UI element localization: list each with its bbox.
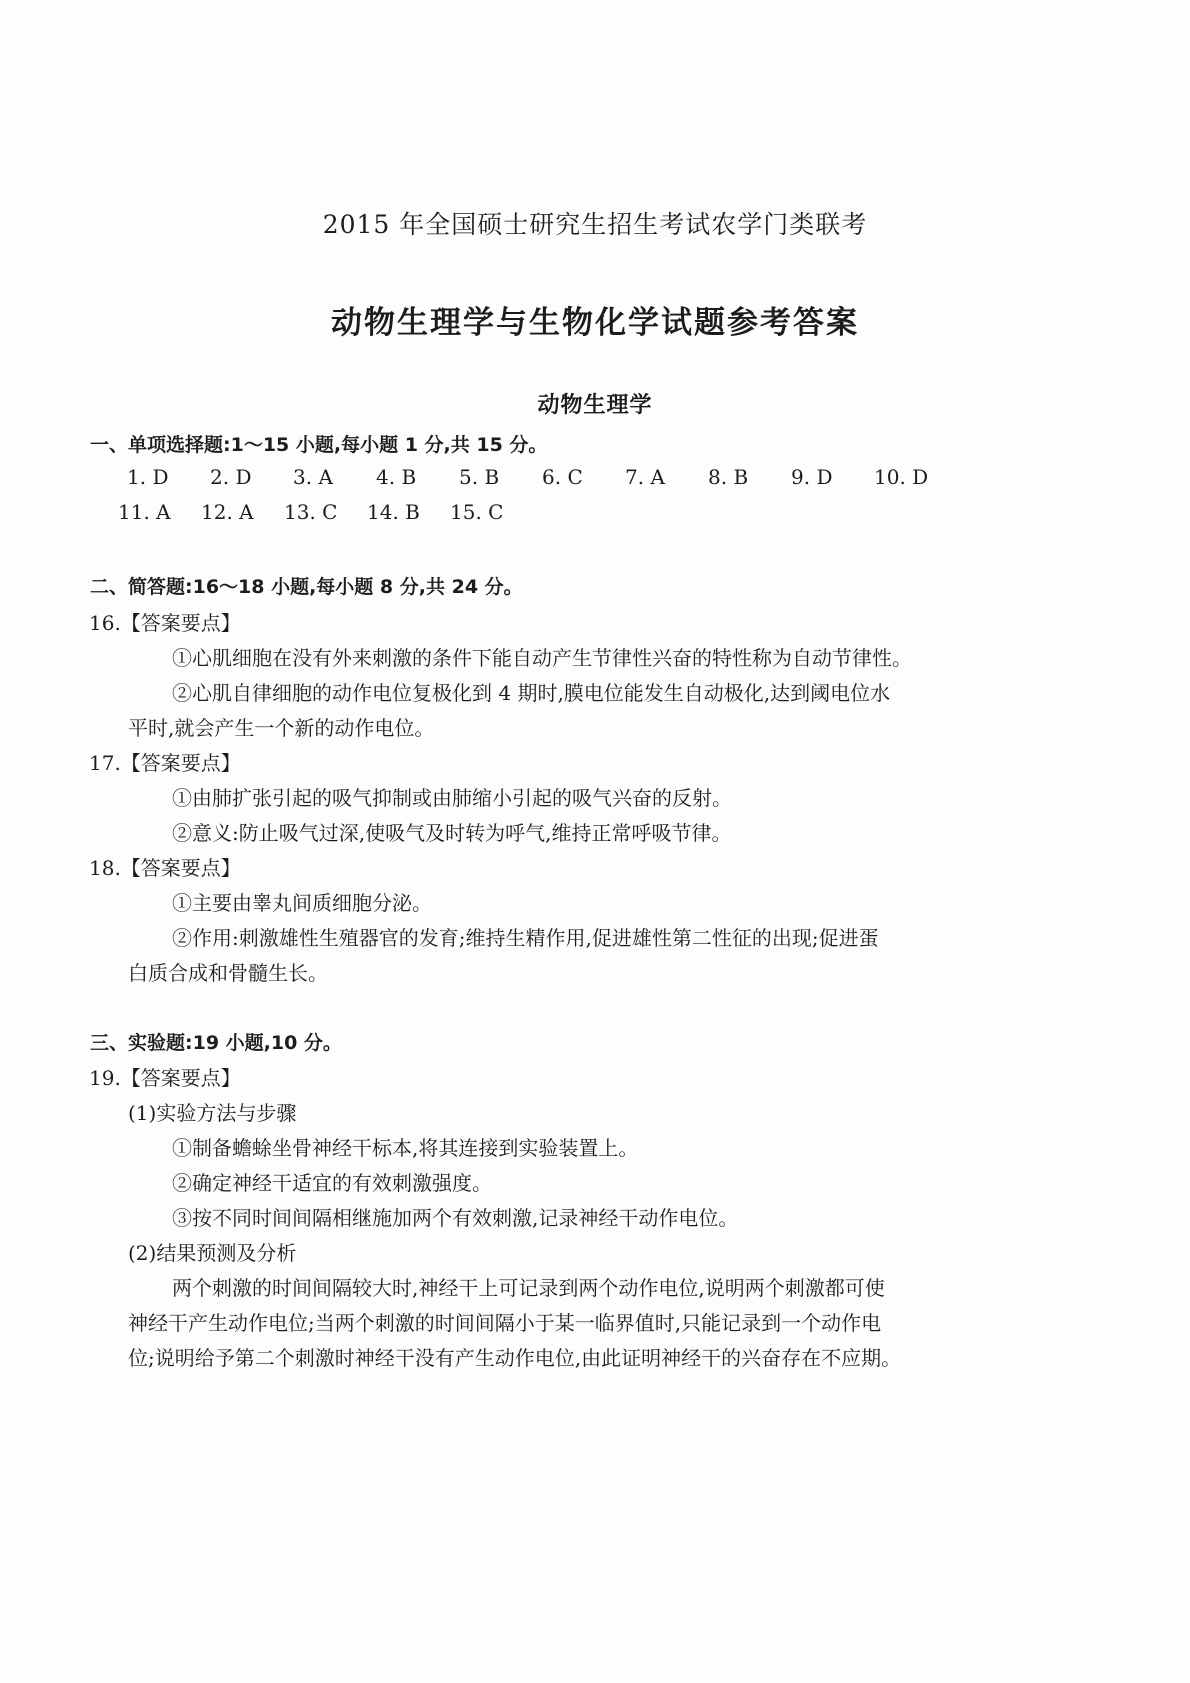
q17-point-2: ②意义:防止吸气过深,使吸气及时转为呼气,维持正常呼吸节律。 xyxy=(172,821,732,845)
mc-answer: 14. B xyxy=(367,500,420,524)
q19-step-2: ②确定神经干适宜的有效刺激强度。 xyxy=(172,1171,492,1195)
q18-point-2: ②作用:刺激雄性生殖器官的发育;维持生精作用,促进雄性第二性征的出现;促进蛋 xyxy=(172,926,879,950)
mc-answer: 1. D xyxy=(127,465,169,489)
q19-part1-title: (1)实验方法与步骤 xyxy=(128,1101,297,1125)
mc-answer: 12. A xyxy=(201,500,254,524)
q18-point-1: ①主要由睾丸间质细胞分泌。 xyxy=(172,891,432,915)
q19-result-line-1: 两个刺激的时间间隔较大时,神经干上可记录到两个动作电位,说明两个刺激都可使 xyxy=(172,1276,885,1300)
document-title: 动物生理学与生物化学试题参考答案 xyxy=(331,305,859,341)
q19-result-line-2: 神经干产生动作电位;当两个刺激的时间间隔小于某一临界值时,只能记录到一个动作电 xyxy=(128,1311,882,1335)
q16-point-2-cont: 平时,就会产生一个新的动作电位。 xyxy=(128,716,435,740)
q16-point-1: ①心肌细胞在没有外来刺激的条件下能自动产生节律性兴奋的特性称为自动节律性。 xyxy=(172,646,912,670)
mc-answer: 11. A xyxy=(118,500,171,524)
q19-part2-title: (2)结果预测及分析 xyxy=(128,1241,297,1265)
mc-answer: 10. D xyxy=(874,465,929,489)
exam-title: 2015 年全国硕士研究生招生考试农学门类联考 xyxy=(322,210,868,239)
mc-answer: 3. A xyxy=(293,465,333,489)
mc-answer: 6. C xyxy=(542,465,583,489)
mc-answer: 5. B xyxy=(459,465,500,489)
mc-answer: 8. B xyxy=(708,465,749,489)
mc-answer: 7. A xyxy=(625,465,665,489)
q19-step-3: ③按不同时间间隔相继施加两个有效刺激,记录神经干动作电位。 xyxy=(172,1206,739,1230)
q16-label: 16.【答案要点】 xyxy=(89,611,241,635)
mc-answer: 4. B xyxy=(376,465,417,489)
q19-label: 19.【答案要点】 xyxy=(89,1066,241,1090)
q19-step-1: ①制备蟾蜍坐骨神经干标本,将其连接到实验装置上。 xyxy=(172,1136,639,1160)
q18-label: 18.【答案要点】 xyxy=(89,856,241,880)
q17-label: 17.【答案要点】 xyxy=(89,751,241,775)
section3-heading: 三、实验题:19 小题,10 分。 xyxy=(90,1032,342,1054)
mc-answer: 9. D xyxy=(791,465,833,489)
q16-point-2: ②心肌自律细胞的动作电位复极化到 4 期时,膜电位能发生自动极化,达到阈电位水 xyxy=(172,681,891,705)
mc-answer: 13. C xyxy=(284,500,338,524)
mc-answer: 15. C xyxy=(450,500,504,524)
subject-heading: 动物生理学 xyxy=(537,393,653,418)
q17-point-1: ①由肺扩张引起的吸气抑制或由肺缩小引起的吸气兴奋的反射。 xyxy=(172,786,732,810)
q19-result-line-3: 位;说明给予第二个刺激时神经干没有产生动作电位,由此证明神经干的兴奋存在不应期。 xyxy=(128,1346,902,1370)
section2-heading: 二、简答题:16～18 小题,每小题 8 分,共 24 分。 xyxy=(90,576,523,598)
q18-point-2-cont: 白质合成和骨髓生长。 xyxy=(128,961,328,985)
section1-heading: 一、单项选择题:1～15 小题,每小题 1 分,共 15 分。 xyxy=(90,434,548,456)
mc-answer: 2. D xyxy=(210,465,252,489)
